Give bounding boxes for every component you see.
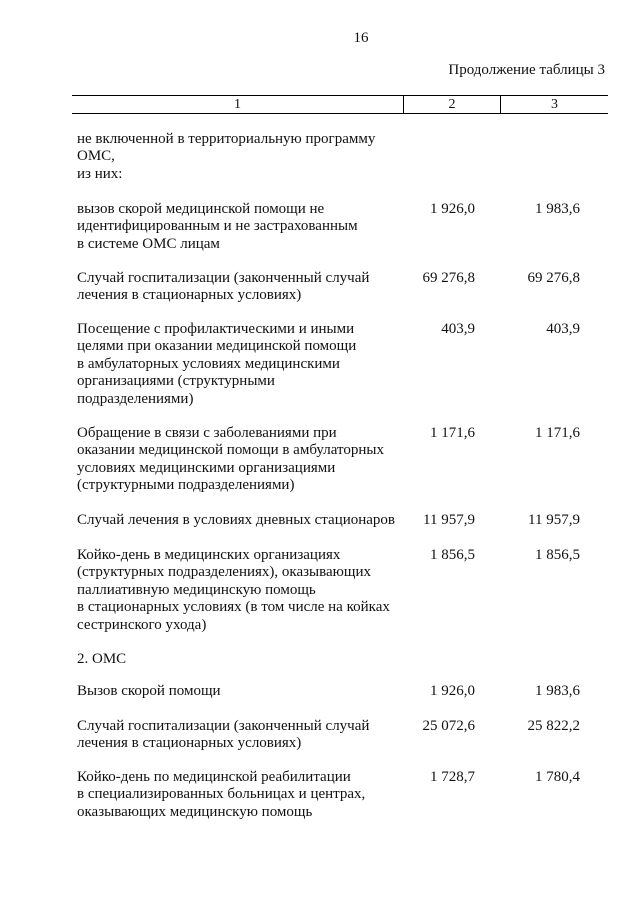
value-column-2: 1 728,7: [430, 769, 475, 785]
value-column-2: 1 856,5: [430, 547, 475, 563]
value-column-3: 403,9: [546, 321, 580, 337]
value-column-3: 1 171,6: [535, 425, 580, 441]
value-column-2: 1 926,0: [430, 201, 475, 217]
value-column-2: 1 926,0: [430, 683, 475, 699]
row-description: Случай госпитализации (законченный случай лечения в стационарных условиях): [77, 718, 370, 752]
value-column-2: 69 276,8: [422, 270, 475, 286]
row-description: Случай лечения в условиях дневных стационаров: [77, 512, 396, 528]
row-description: Койко-день по медицинской реабилитации в специализированных больницах и центрах, оказывающих медицинскую помощь: [77, 769, 366, 820]
row-description: вызов скорой медицинской помощи не идентифицированным и не застрахованным в системе ОМС лицам: [77, 201, 358, 252]
column-header-2: 2: [404, 96, 501, 113]
value-column-2: 1 171,6: [430, 425, 475, 441]
row-description: Случай госпитализации (законченный случай лечения в стационарных условиях): [77, 270, 370, 304]
table-header: [72, 95, 608, 114]
value-column-3: 11 957,9: [528, 512, 580, 528]
page-number: 16: [353, 30, 369, 46]
section-heading: 2. ОМС: [77, 651, 127, 667]
row-description: Вызов скорой помощи: [77, 683, 221, 699]
value-column-2: 25 072,6: [422, 718, 475, 734]
value-column-3: 69 276,8: [527, 270, 580, 286]
value-column-2: 403,9: [441, 321, 475, 337]
value-column-3: 1 983,6: [535, 683, 580, 699]
value-column-2: 11 957,9: [423, 512, 475, 528]
row-description: Обращение в связи с заболеваниями при оказании медицинской помощи в амбулаторных условиях медицинскими организациями (структурными подразделениями): [77, 425, 384, 494]
column-header-1: 1: [72, 96, 404, 113]
table-continuation-caption: Продолжение таблицы 3: [448, 62, 605, 78]
row-description: Койко-день в медицинских организациях (структурных подразделениях), оказывающих паллиативную медицинскую помощь в стационарных условиях (в том числе на койках сестринского ухода): [77, 547, 390, 633]
value-column-3: 1 983,6: [535, 201, 580, 217]
value-column-3: 25 822,2: [527, 718, 580, 734]
row-description: Посещение с профилактическими и иными целями при оказании медицинской помощи в амбулаторных условиях медицинскими организациями (структурными подразделениями): [77, 321, 357, 407]
value-column-3: 1 780,4: [535, 769, 580, 785]
value-column-3: 1 856,5: [535, 547, 580, 563]
row-description: не включенной в территориальную программу ОМС, из них:: [77, 131, 376, 182]
column-header-3: 3: [551, 97, 558, 112]
